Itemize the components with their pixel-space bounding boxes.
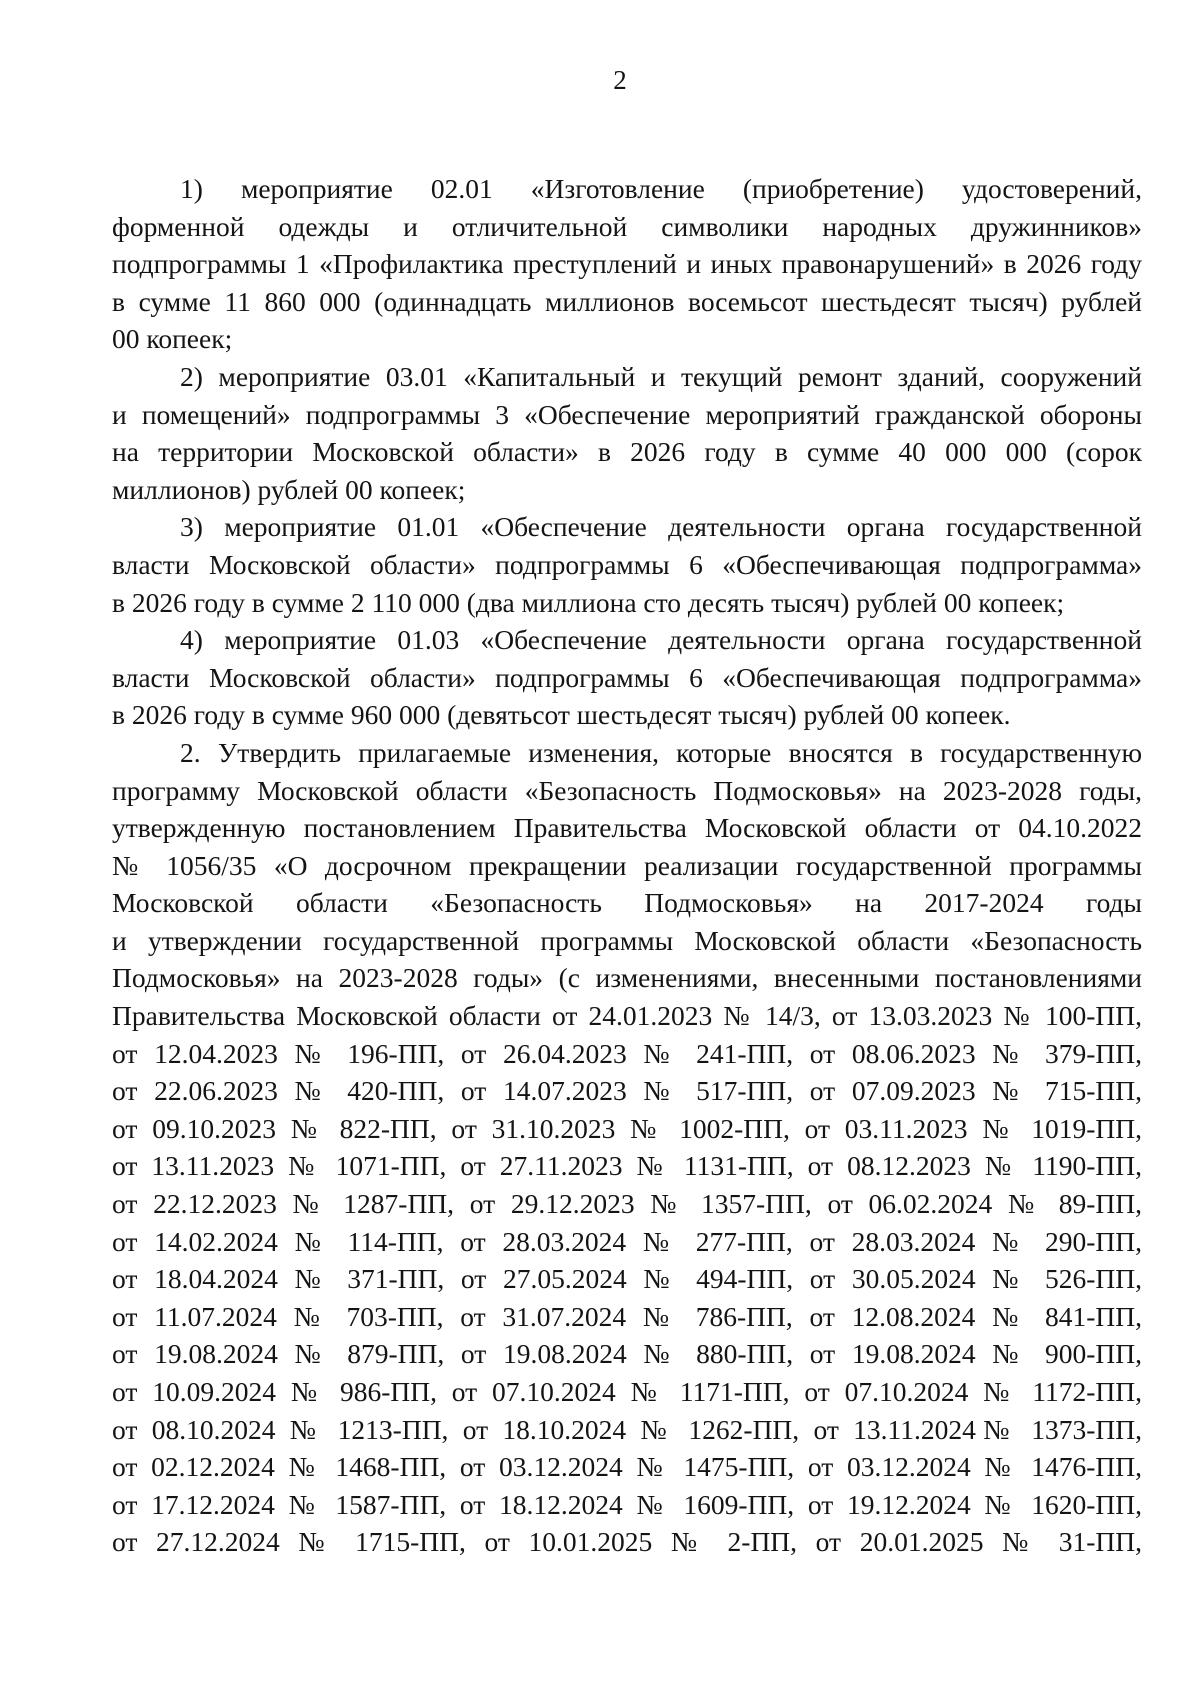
text-line: от 11.07.2024 № 703-ПП, от 31.07.2024 № 786-ПП, от 12.08.2024 № 841-ПП,: [112, 1300, 1142, 1332]
text-line: программу Московской области «Безопасность Подмосковья» на 2023-2028 годы,: [112, 774, 1142, 806]
text-line: утвержденную постановлением Правительства Московской области от 04.10.2022: [112, 812, 1142, 844]
text-line: от 12.04.2023 № 196-ПП, от 26.04.2023 № 241-ПП, от 08.06.2023 № 379-ПП,: [112, 1037, 1142, 1069]
text-line: и помещений» подпрограммы 3 «Обеспечение мероприятий гражданской обороны: [112, 398, 1142, 430]
text-line: в 2026 году в сумме 960 000 (девятьсот шестьдесят тысяч) рублей 00 копеек.: [112, 699, 1011, 731]
text-line: от 22.12.2023 № 1287-ПП, от 29.12.2023 № 1357-ПП, от 06.02.2024 № 89-ПП,: [112, 1188, 1142, 1220]
text-line: от 08.10.2024 № 1213-ПП, от 18.10.2024 № 1262-ПП, от 13.11.2024№ 1373-ПП,: [112, 1413, 1142, 1445]
paragraph-item-2: [112, 358, 1142, 508]
text-line: от 14.02.2024 № 114-ПП, от 28.03.2024 № 277-ПП, от 28.03.2024 № 290-ПП,: [112, 1225, 1142, 1257]
text-line: 2. Утвердить прилагаемые изменения, которые вносятся в государственную: [180, 736, 1142, 768]
paragraph-item-5: [112, 734, 1142, 1561]
text-line: 4) мероприятие 01.03 «Обеспечение деятельности органа государственной: [180, 624, 1142, 656]
text-line: № 1056/35 «О досрочном прекращении реализации государственной программы: [112, 849, 1142, 881]
page-number: 2: [613, 65, 627, 95]
text-line: 3) мероприятие 01.01 «Обеспечение деятельности органа государственной: [180, 511, 1142, 543]
text-line: власти Московской области» подпрограммы 6 «Обеспечивающая подпрограмма»: [112, 661, 1142, 693]
paragraph-item-1: [112, 170, 1142, 358]
text-line: от 27.12.2024 № 1715-ПП, от 10.01.2025 № 2-ПП, от 20.01.2025 № 31-ПП,: [112, 1526, 1142, 1558]
text-line: от 17.12.2024 № 1587-ПП, от 18.12.2024 № 1609-ПП, от 19.12.2024 № 1620-ПП,: [112, 1488, 1142, 1520]
text-line: Правительства Московской области от 24.01.2023 № 14/3, от 13.03.2023 № 100-ПП,: [112, 1000, 1142, 1032]
text-line: в сумме 11 860 000 (одиннадцать миллионов восемьсот шестьдесят тысяч) рублей: [112, 285, 1142, 317]
text-line: 2) мероприятие 03.01 «Капитальный и текущий ремонт зданий, сооружений: [180, 360, 1142, 392]
text-line: власти Московской области» подпрограммы 6 «Обеспечивающая подпрограмма»: [112, 548, 1142, 580]
document-body: [112, 170, 1142, 1561]
text-line: в 2026 году в сумме 2 110 000 (два миллиона сто десять тысяч) рублей 00 копеек;: [112, 586, 1065, 618]
paragraph-item-4: [112, 621, 1142, 734]
text-line: от 10.09.2024 № 986-ПП, от 07.10.2024 № 1171-ПП, от 07.10.2024 № 1172-ПП,: [112, 1376, 1142, 1407]
text-line: от 02.12.2024 № 1468-ПП, от 03.12.2024 № 1475-ПП, от 03.12.2024 № 1476-ПП,: [112, 1451, 1142, 1483]
text-line: на территории Московской области» в 2026 году в сумме 40 000 000 (сорок: [112, 436, 1142, 468]
text-line: Московской области «Безопасность Подмосковья» на 2017-2024 годы: [112, 887, 1142, 919]
text-line: от 19.08.2024 № 879-ПП, от 19.08.2024 № 880-ПП, от 19.08.2024 № 900-ПП,: [112, 1338, 1142, 1370]
text-line: от 13.11.2023 № 1071-ПП, от 27.11.2023 № 1131-ПП, от 08.12.2023 № 1190-ПП,: [112, 1150, 1142, 1182]
text-line: от 22.06.2023 № 420-ПП, от 14.07.2023 № 517-ПП, от 07.09.2023 № 715-ПП,: [112, 1075, 1142, 1107]
paragraph-item-3: [112, 508, 1142, 621]
text-line: от 18.04.2024 № 371-ПП, от 27.05.2024 № 494-ПП, от 30.05.2024 № 526-ПП,: [112, 1263, 1142, 1295]
text-line: форменной одежды и отличительной символики народных дружинников»: [112, 210, 1142, 242]
text-line: подпрограммы 1 «Профилактика преступлений и иных правонарушений» в 2026 году: [112, 248, 1142, 280]
text-line: 1) мероприятие 02.01 «Изготовление (приобретение) удостоверений,: [180, 173, 1142, 204]
text-line: миллионов) рублей 00 копеек;: [112, 473, 466, 505]
text-line: 00 копеек;: [112, 323, 233, 355]
text-line: Подмосковья» на 2023-2028 годы» (с изменениями, внесенными постановлениями: [112, 962, 1142, 994]
text-line: и утверждении государственной программы Московской области «Безопасность: [112, 924, 1142, 956]
text-line: от 09.10.2023 № 822-ПП, от 31.10.2023 № 1002-ПП, от 03.11.2023 № 1019-ПП,: [112, 1112, 1142, 1144]
